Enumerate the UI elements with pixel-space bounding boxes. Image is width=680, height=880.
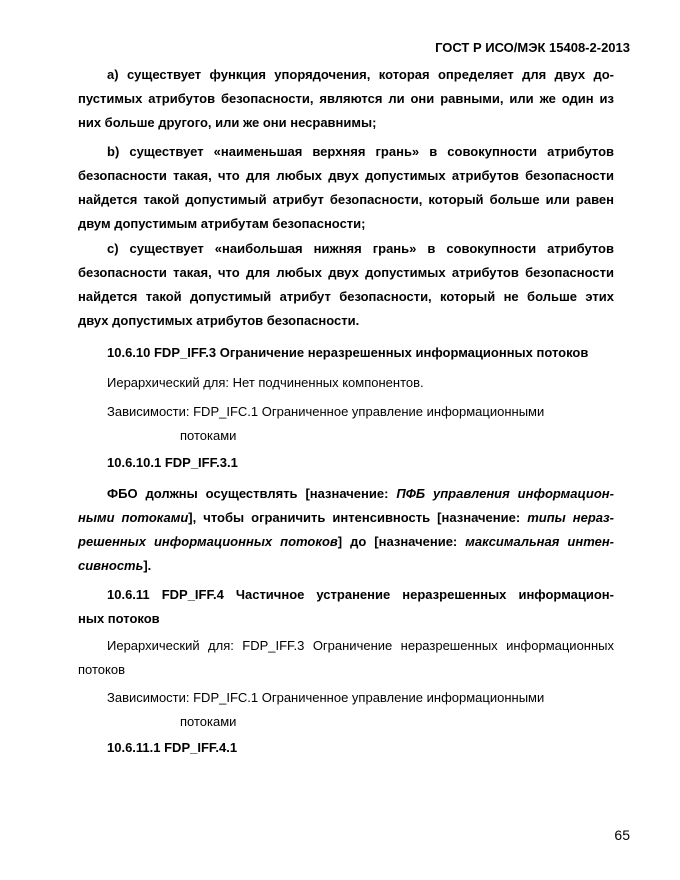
hierarchical-line: Иерархический для: FDP_IFF.3 Ограничение неразрешенных информационных <box>107 638 614 653</box>
paragraph-a-line: них больше другого, или же они несравнимы; <box>78 115 377 130</box>
section-heading-10-6-10: 10.6.10 FDP_IFF.3 Ограничение неразрешенных информационных потоков <box>107 345 589 360</box>
requirement-assignment: решенных информационных потоков <box>78 534 338 549</box>
requirement-assignment: сивность <box>78 558 144 573</box>
hierarchical-text <box>78 634 614 682</box>
hierarchical-text: Иерархический для: Нет подчиненных компонентов. <box>107 375 424 390</box>
requirement-paragraph <box>78 482 614 578</box>
requirement-text: ] до [назначение: <box>337 534 466 549</box>
requirement-line <box>78 506 614 530</box>
dependencies-line: потоками <box>180 714 237 729</box>
dependencies-line: Зависимости: FDP_IFC.1 Ограниченное управление информационными <box>107 690 545 705</box>
requirement-text: ]. <box>143 558 152 573</box>
requirement-line <box>78 554 614 578</box>
requirement-text: ], чтобы ограничить интенсивность [назначение: <box>188 510 528 525</box>
paragraph-a-line: a) существует функция упорядочения, которая определяет для двух до- <box>107 67 614 82</box>
paragraph-a-line: пустимых атрибутов безопасности, являются ли они равными, или же один из <box>78 91 614 106</box>
subsection-heading-10-6-11-1: 10.6.11.1 FDP_IFF.4.1 <box>107 740 238 755</box>
requirement-assignment: типы нераз- <box>527 510 614 525</box>
requirement-line <box>78 530 614 554</box>
subsection-heading-10-6-10-1: 10.6.10.1 FDP_IFF.3.1 <box>107 455 238 470</box>
paragraph-b-line: b) существует «наименьшая верхняя грань» в совокупности атрибутов <box>107 144 614 159</box>
paragraph-b-line: безопасности такая, что для любых двух допустимых атрибутов безопасности <box>78 168 614 183</box>
requirement-text: ФБО должны осуществлять [назначение: <box>107 486 397 501</box>
dependencies-text <box>78 400 614 448</box>
section-heading-10-6-11 <box>78 583 614 631</box>
paragraph-c-line: найдется такой допустимый атрибут безопасности, который не больше этих <box>78 289 614 304</box>
requirement-line <box>78 482 614 506</box>
paragraph-a <box>78 63 614 135</box>
section-heading-line: ных потоков <box>78 611 160 626</box>
requirement-assignment: ПФБ управления информацион- <box>396 486 614 501</box>
requirement-assignment: ными потоками <box>78 510 189 525</box>
paragraph-b-line: двум допустимым атрибутам безопасности; <box>78 216 366 231</box>
paragraph-c-line: безопасности такая, что для любых двух допустимых атрибутов безопасности <box>78 265 614 280</box>
paragraph-b <box>78 140 614 236</box>
paragraph-c-line: c) существует «наибольшая нижняя грань» в совокупности атрибутов <box>107 241 614 256</box>
dependencies-text <box>78 686 614 734</box>
dependencies-line: потоками <box>180 428 237 443</box>
section-heading-line: 10.6.11 FDP_IFF.4 Частичное устранение неразрешенных информацион- <box>107 587 614 602</box>
paragraph-c <box>78 237 614 333</box>
hierarchical-line: потоков <box>78 662 125 677</box>
page-number: 65 <box>614 827 630 843</box>
document-header: ГОСТ Р ИСО/МЭК 15408-2-2013 <box>435 40 630 55</box>
paragraph-b-line: найдется такой допустимый атрибут безопасности, который больше или равен <box>78 192 614 207</box>
dependencies-line: Зависимости: FDP_IFC.1 Ограниченное управление информационными <box>107 404 545 419</box>
paragraph-c-line: двух допустимых атрибутов безопасности. <box>78 313 360 328</box>
requirement-assignment: максимальная интен- <box>465 534 615 549</box>
